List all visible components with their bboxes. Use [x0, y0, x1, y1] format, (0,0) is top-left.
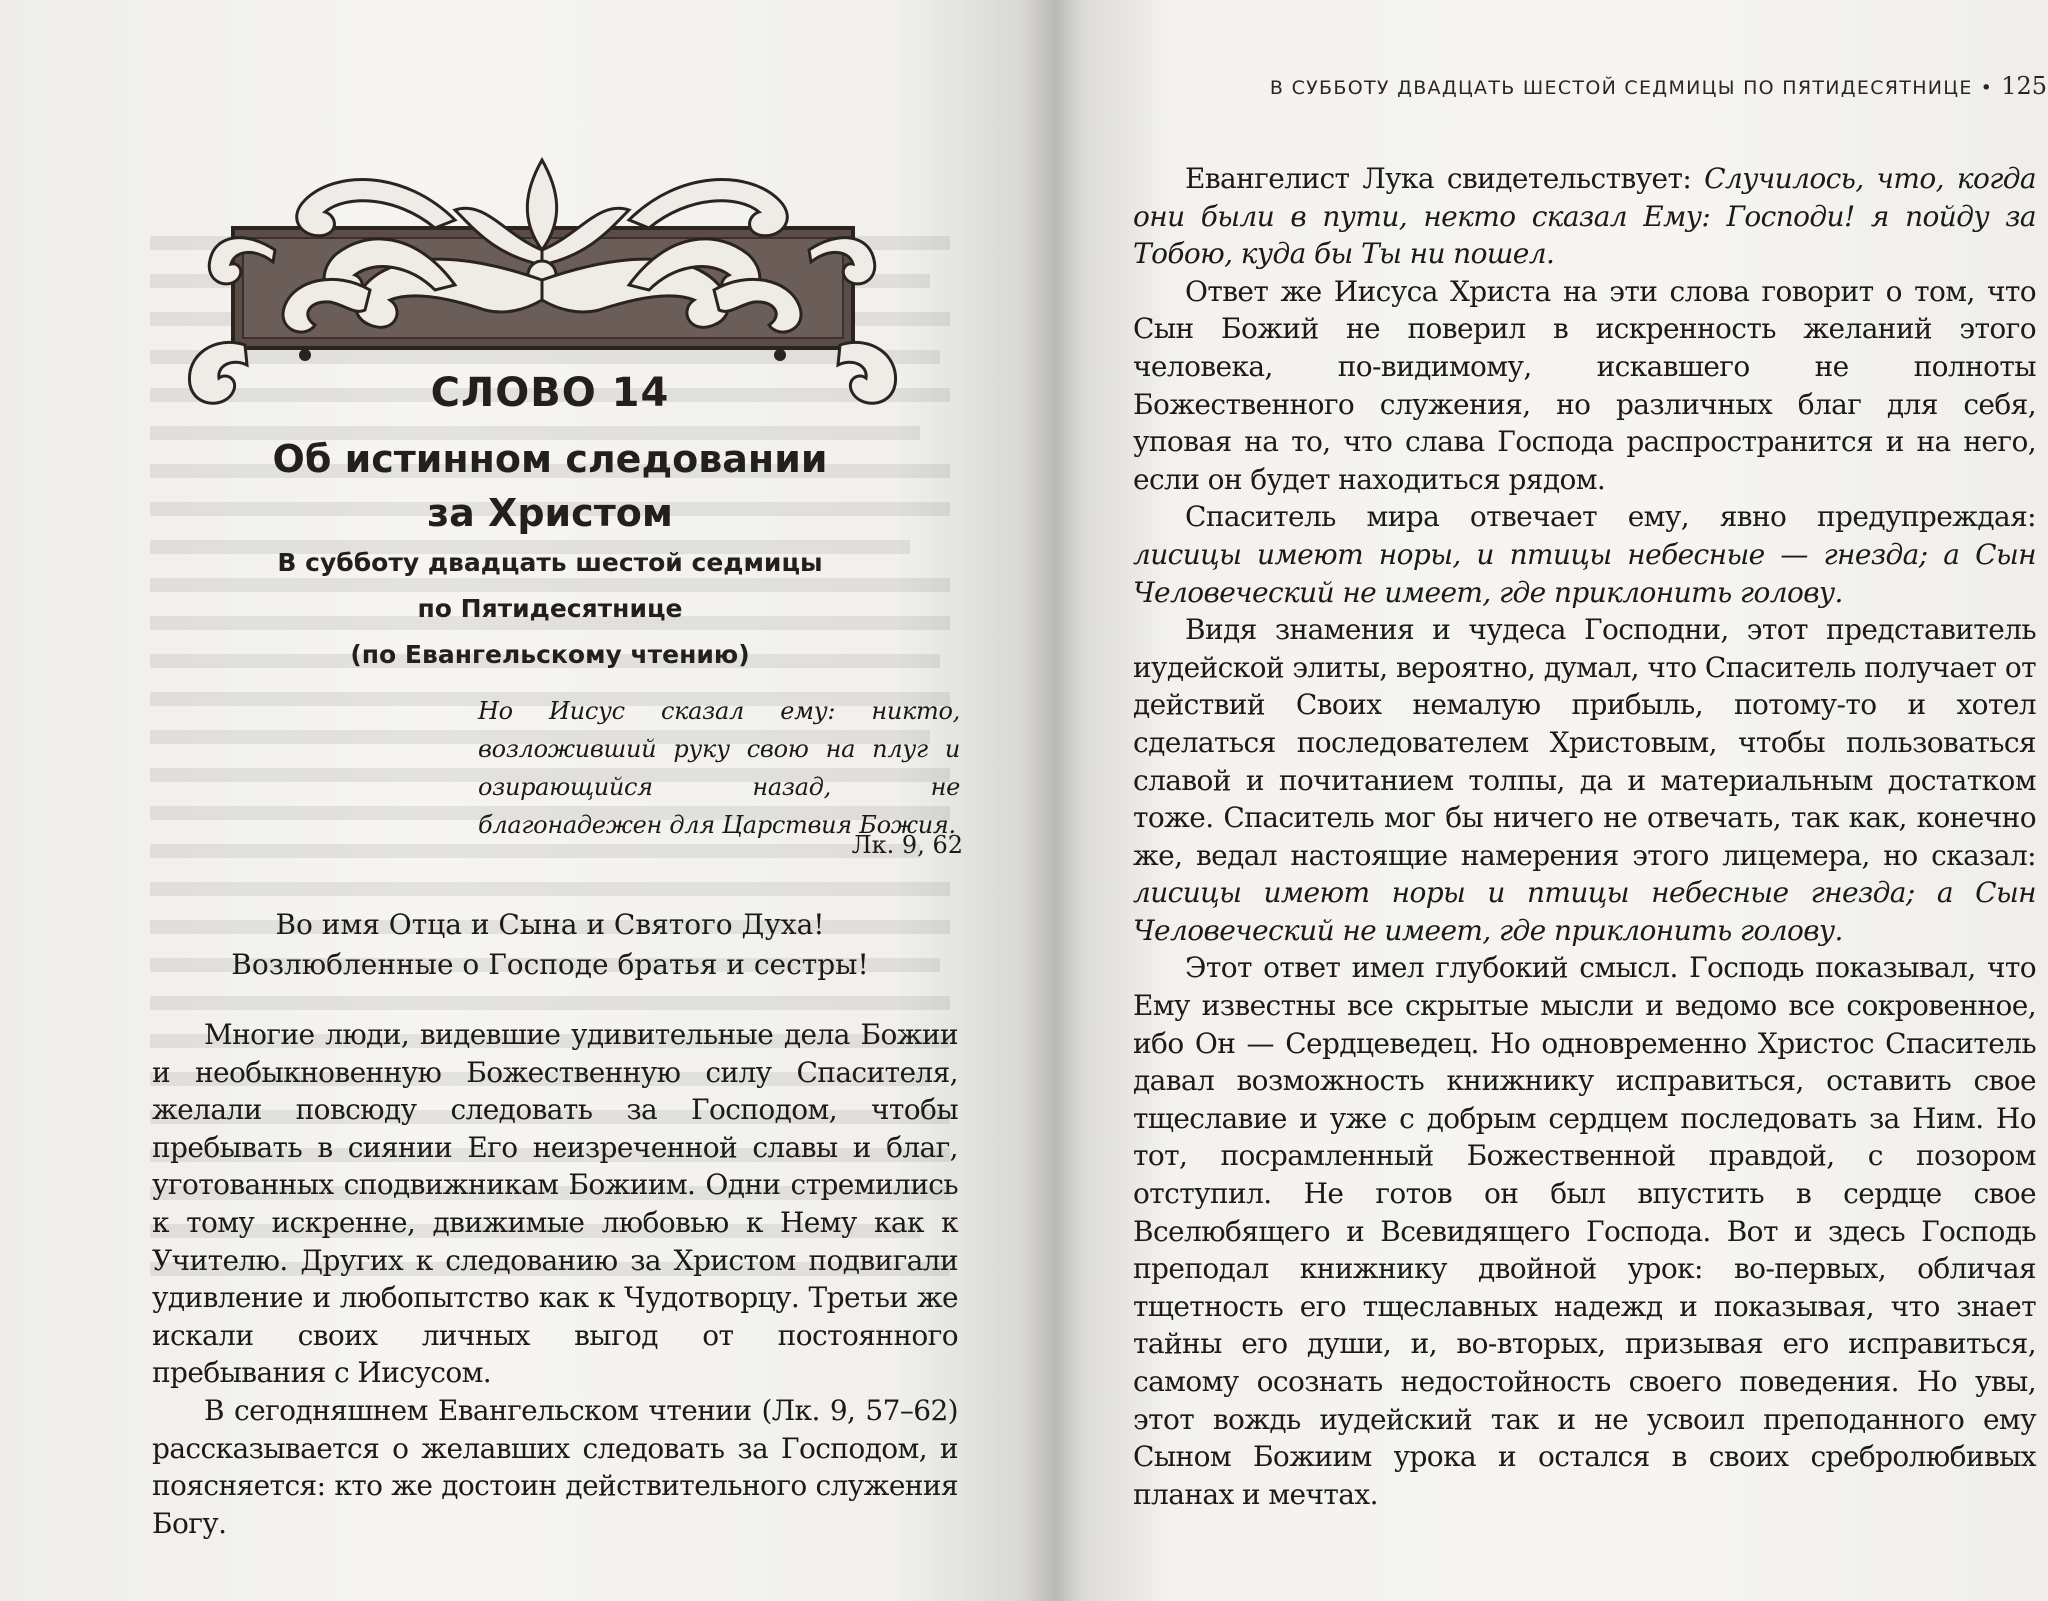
greeting-line-2: Возлюбленные о Господе братья и сестры!	[231, 948, 869, 981]
running-head	[1143, 72, 2047, 100]
greeting	[150, 905, 950, 985]
paragraph	[1133, 160, 2036, 273]
greeting-line-1: Во имя Отца и Сына и Святого Духа!	[275, 908, 825, 941]
scripture-quote: Случилось, что, когда они были в пути, некто сказал Ему: Господи! я пойду за Тобою, куда бы Ты ни пошел.	[1133, 162, 2036, 271]
chapter-title: СЛОВО 14	[430, 370, 670, 416]
main-title	[150, 432, 950, 540]
epigraph-reference: Лк. 9, 62	[851, 831, 963, 859]
epigraph: Но Иисус сказал ему: никто, возложивший руку свою на плуг и озирающийся назад, не благонадежен для Царствия Божия.	[478, 697, 960, 839]
scripture-quote: лисицы имеют норы и птицы небесные гнезда; а Сын Человеческий не имеет, где приклонить голову.	[1133, 876, 2036, 947]
main-title-line-2: за Христом	[427, 491, 673, 535]
paragraph: Многие люди, видевшие удивительные дела Божии и необыкновенную Божественную силу Спасителя, желали повсюду следовать за Господом, чтобы пребывать в сиянии Его неизреченной славы и благ, уготованных сподвижникам Божиим. Одни стремились к тому искренне, движимые любовью к Нему как к Учителю. Других к следованию за Христом подвигали удивление и любопытство как к Чудотворцу. Третьи же искали своих личных выгод от постоянного пребывания с Иисусом.	[152, 1018, 958, 1390]
subtitle-line-2: по Пятидесятнице	[417, 594, 683, 623]
paragraph	[1133, 498, 2036, 611]
right-body-text	[1133, 160, 2036, 1513]
page-number: 125	[2001, 72, 2047, 100]
subtitle-line-3: (по Евангельскому чтению)	[350, 640, 750, 669]
main-title-line-1: Об истинном следовании	[272, 437, 828, 481]
paragraph-text: Видя знамения и чудеса Господни, этот представитель иудейской элиты, вероятно, думал, что Спаситель получает от действий Своих немалую прибыль, потому-то и хотел сделаться последователем Христовым, чтобы пользоваться славой и почитанием толпы, да и материальным достатком тоже. Спаситель мог бы ничего не отвечать, так как, конечно же, ведал настоящие намерения этого лицемера, но сказал:	[1133, 613, 2036, 872]
paragraph: Этот ответ имел глубокий смысл. Господь показывал, что Ему известны все скрытые мысли и ведомо все сокровенное, ибо Он — Сердцеведец. Но одновременно Христос Спаситель давал возможность книжнику исправиться, оставить свое тщеславие и уже с добрым сердцем последовать за Ним. Но тот, посрамленный Божественной правдой, с позором отступил. Не готов он был впустить в сердце свое Вселюбящего и Всевидящего Господа. Вот и здесь Господь преподал книжнику двойной урок: во-первых, обличая тщетность его тщеславных надежд и показывая, что знает тайны его души, и, во-вторых, призывая его исправиться, самому осознать недостойность своего поведения. Но увы, этот вождь иудейский так и не усвоил преподанного ему Сыном Божиим урока и остался в своих сребролюбивых планах и мечтах.	[1133, 951, 2036, 1511]
left-body-text	[152, 1016, 958, 1542]
paragraph: В сегодняшнем Евангельском чтении (Лк. 9, 57–62) рассказывается о желавших следовать за Господом, и поясняется: кто же достоин действительного служения Богу.	[152, 1393, 958, 1540]
subtitle-line-1: В субботу двадцать шестой седмицы	[277, 548, 823, 577]
paragraph	[1133, 611, 2036, 949]
paragraph: Ответ же Иисуса Христа на эти слова говорит о том, что Сын Божий не поверил в искренность желаний этого человека, по-видимому, искавшего не полноты Божественного служения, но различных благ для себя, уповая на то, что слава Господа распространится и на него, если он будет находиться рядом.	[1133, 274, 2036, 496]
subtitle	[150, 540, 950, 678]
paragraph-text: Спаситель мира отвечает ему, явно предупреждая:	[1185, 500, 2036, 534]
running-head-title: В СУББОТУ ДВАДЦАТЬ ШЕСТОЙ СЕДМИЦЫ ПО ПЯТИДЕСЯТНИЦЕ	[1269, 77, 1973, 99]
running-head-bullet: •	[1980, 77, 1994, 99]
paragraph-text: Евангелист Лука свидетельствует:	[1185, 162, 1705, 195]
scripture-quote: лисицы имеют норы, и птицы небесные — гнезда; а Сын Человеческий не имеет, где приклонить голову.	[1133, 537, 2036, 609]
right-page	[1053, 0, 2048, 1601]
